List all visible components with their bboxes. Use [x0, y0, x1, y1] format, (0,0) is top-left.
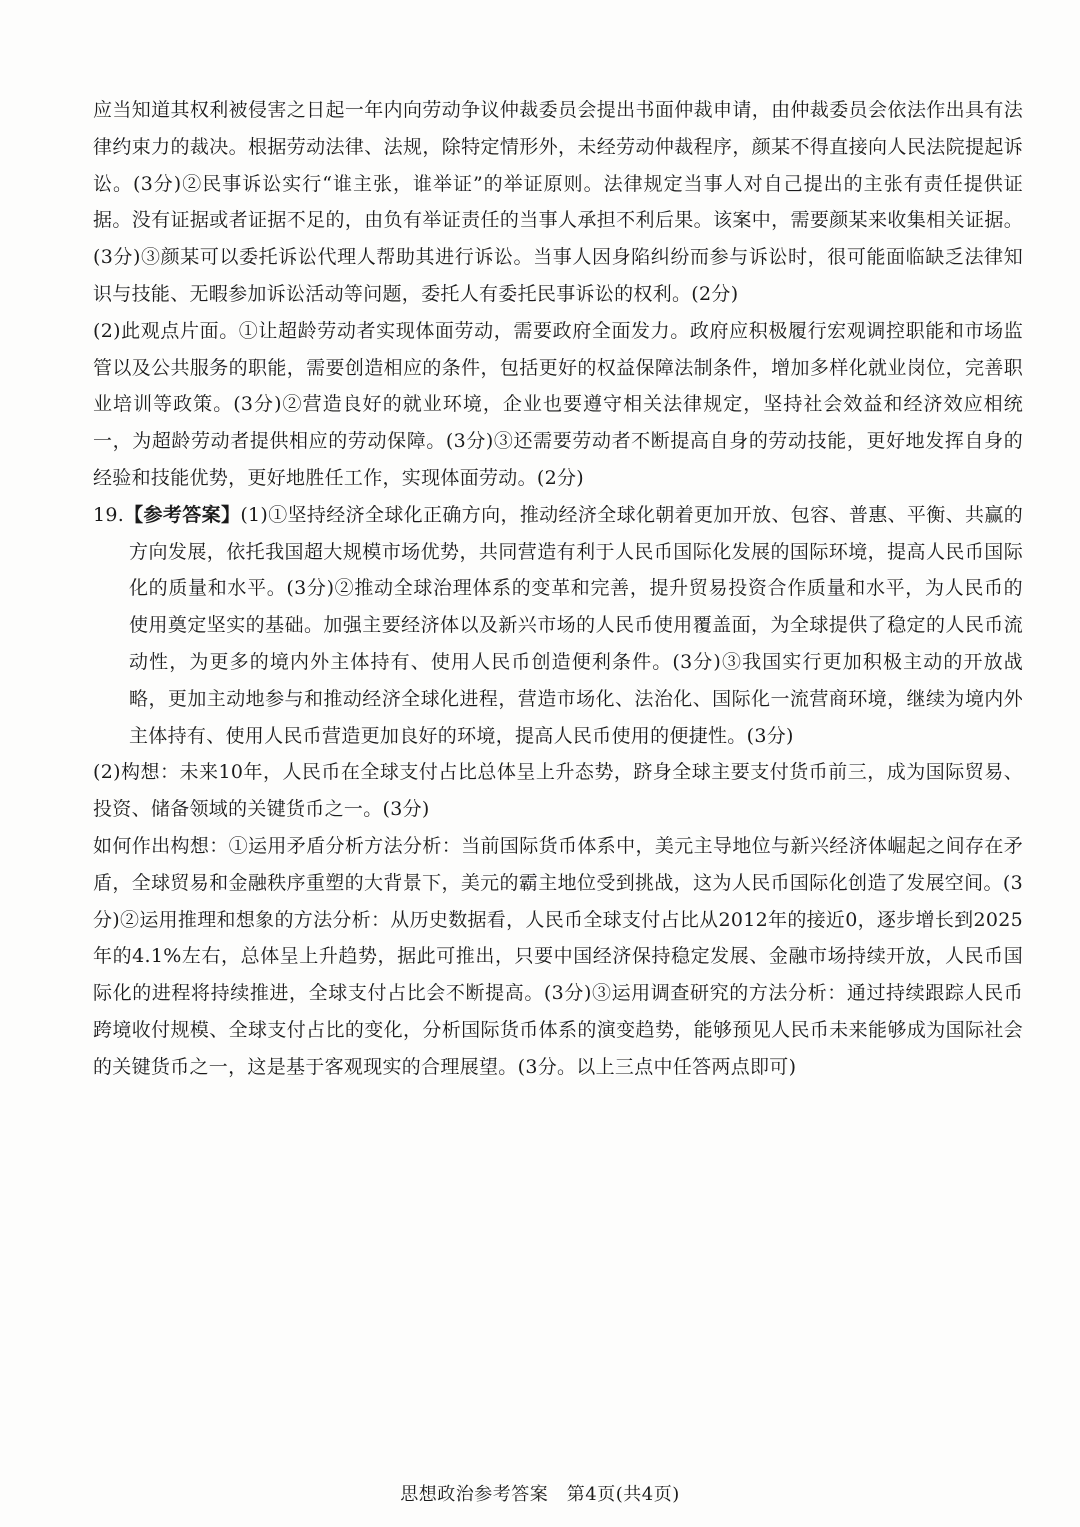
question-19-part-3: 如何作出构想：①运用矛盾分析方法分析：当前国际货币体系中，美元主导地位与新兴经济体崛起之间存在矛盾，全球贸易和金融秩序重塑的大背景下，美元的霸主地位受到挑战，这为人民币国际化创造了发展空间。(3分)②运用推理和想象的方法分析：从历史数据看，人民币全球支付占比从2012年的接近0，逐步增长到2025年的4.1%左右，总体呈上升趋势，据此可推出，只要中国经济保持稳定发展、金融市场持续开放，人民币国际化的进程将持续推进，全球支付占比会不断提高。(3分)③运用调查研究的方法分析：通过持续跟踪人民币跨境收付规模、全球支付占比的变化，分析国际货币体系的演变趋势，能够预见人民币未来能够成为国际社会的关键货币之一，这是基于客观现实的合理展望。(3分。以上三点中任答两点即可) [93, 834, 1023, 1078]
question-19 [93, 497, 1023, 755]
question-19-part-2: (2)构想：未来10年，人民币在全球支付占比总体呈上升态势，跻身全球主要支付货币前三，成为国际贸易、投资、储备领域的关键货币之一。(3分) [93, 761, 1023, 821]
paragraph-continuation: 应当知道其权利被侵害之日起一年内向劳动争议仲裁委员会提出书面仲裁申请，由仲裁委员会依法作出具有法律约束力的裁决。根据劳动法律、法规，除特定情形外，未经劳动仲裁程序，颜某不得直接向人民法院提起诉讼。(3分)②民事诉讼实行“谁主张，谁举证”的举证原则。法律规定当事人对自己提出的主张有责任提供证据。没有证据或者证据不足的，由负有举证责任的当事人承担不利后果。该案中，需要颜某来收集相关证据。(3分)③颜某可以委托诉讼代理人帮助其进行诉讼。当事人因身陷纠纷而参与诉讼时，很可能面临缺乏法律知识与技能、无暇参加诉讼活动等问题，委托人有委托民事诉讼的权利。(2分) [93, 99, 1023, 305]
answer-content [93, 92, 1023, 1086]
question-19-part-1: (1)①坚持经济全球化正确方向，推动经济全球化朝着更加开放、包容、普惠、平衡、共赢的方向发展，依托我国超大规模市场优势，共同营造有利于人民币国际化发展的国际环境，提高人民币国际化的质量和水平。(3分)②推动全球治理体系的变革和完善，提升贸易投资合作质量和水平，为人民币的使用奠定坚实的基础。加强主要经济体以及新兴市场的人民币使用覆盖面，为全球提供了稳定的人民币流动性，为更多的境内外主体持有、使用人民币创造便利条件。(3分)③我国实行更加积极主动的开放战略，更加主动地参与和推动经济全球化进程，营造市场化、法治化、国际化一流营商环境，继续为境内外主体持有、使用人民币营造更加良好的环境，提高人民币使用的便捷性。(3分) [129, 503, 1024, 747]
answer-tag: 【参考答案】 [124, 503, 241, 526]
question-number: 19. [93, 503, 125, 526]
page-footer: 思想政治参考答案 第4页(共4页) [400, 1484, 680, 1505]
paragraph-part-2: (2)此观点片面。①让超龄劳动者实现体面劳动，需要政府全面发力。政府应积极履行宏观调控职能和市场监管以及公共服务的职能，需要创造相应的条件，包括更好的权益保障法制条件，增加多样化就业岗位，完善职业培训等政策。(3分)②营造良好的就业环境，企业也要遵守相关法律规定，坚持社会效益和经济效应相统一，为超龄劳动者提供相应的劳动保障。(3分)③还需要劳动者不断提高自身的劳动技能，更好地发挥自身的经验和技能优势，更好地胜任工作，实现体面劳动。(2分) [93, 319, 1023, 489]
